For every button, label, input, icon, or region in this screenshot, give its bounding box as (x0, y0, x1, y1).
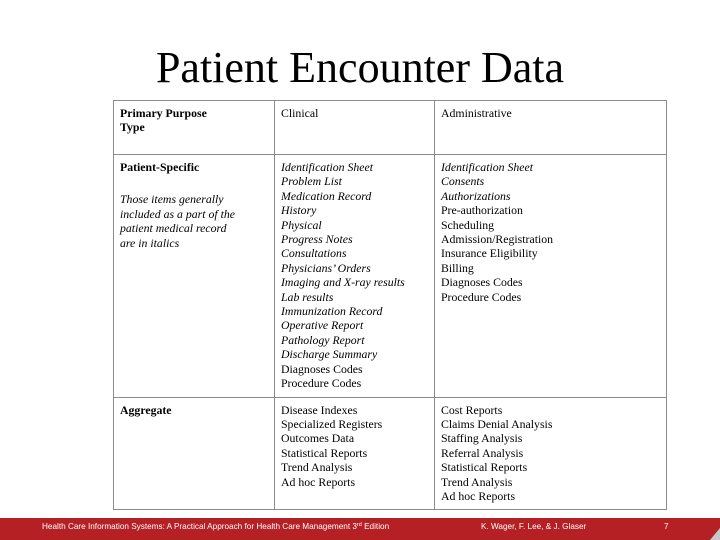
list-item: Progress Notes (281, 232, 353, 247)
aggregate-row (114, 397, 667, 510)
slide-corner-decoration (710, 528, 720, 540)
patient-specific-cell (114, 155, 275, 398)
list-item: Trend Analysis (441, 474, 513, 489)
list-item: Physicians’ Orders (281, 260, 371, 275)
list-item: Consents (441, 174, 485, 189)
footer-bar (0, 518, 720, 540)
header-administrative: Administrative (435, 101, 667, 155)
header-text-line: Primary Purpose (120, 106, 207, 120)
patient-specific-admin-cell (435, 155, 667, 398)
aggregate-admin-cell (435, 397, 667, 510)
list-item: Staffing Analysis (441, 431, 523, 446)
list-item: Operative Report (281, 318, 364, 333)
list-item: Outcomes Data (281, 431, 355, 446)
list-item: Diagnoses Codes (281, 361, 363, 376)
list-item: Trend Analysis (281, 460, 353, 475)
list-item: Statistical Reports (441, 460, 528, 475)
list-item: Referral Analysis (441, 445, 524, 460)
footer-source (42, 522, 389, 531)
list-item: Procedure Codes (441, 289, 522, 304)
encounter-data-table (113, 100, 667, 510)
header-clinical: Clinical (275, 101, 435, 155)
slide-title: Patient Encounter Data (155, 43, 565, 92)
list-item: Consultations (281, 246, 347, 261)
list-item: Identification Sheet (441, 160, 534, 174)
footer-authors: K. Wager, F. Lee, & J. Glaser (481, 522, 587, 531)
list-item: patient medical record (120, 221, 227, 236)
list-item: Diagnoses Codes (441, 275, 523, 290)
list-item: Those items generally (120, 192, 224, 207)
list-item: Cost Reports (441, 402, 503, 417)
list-item: Medication Record (281, 188, 372, 203)
list-item: Claims Denial Analysis (441, 416, 553, 431)
list-item: Authorizations (441, 188, 511, 203)
footer-source-edition: Edition (361, 522, 390, 531)
list-item: Scheduling (441, 217, 495, 232)
list-item: Physical (281, 217, 322, 232)
list-item: Imaging and X-ray results (281, 275, 405, 290)
list-item: Pre-authorization (441, 203, 523, 218)
list-item: Ad hoc Reports (281, 474, 356, 489)
patient-specific-row (114, 155, 667, 398)
aggregate-label: Aggregate (114, 397, 275, 510)
list-item: Procedure Codes (281, 376, 362, 391)
italics-note (120, 192, 268, 250)
footer-source-title: Health Care Information Systems: A Practical Approach for Health Care Management 3 (42, 522, 357, 531)
list-item: Immunization Record (281, 304, 383, 319)
list-item: Discharge Summary (281, 347, 378, 362)
patient-specific-clinical-cell (275, 155, 435, 398)
table-header-row (114, 101, 667, 155)
list-item: History (281, 203, 317, 218)
list-item: Problem List (281, 174, 342, 189)
list-item: Identification Sheet (281, 160, 374, 174)
list-item: are in italics (120, 235, 180, 250)
list-item: Billing (441, 260, 474, 275)
list-item: Lab results (281, 289, 334, 304)
list-item: Admission/Registration (441, 232, 554, 247)
list-item: Insurance Eligibility (441, 246, 538, 261)
list-item: included as a part of the (120, 206, 236, 221)
header-text-line: Type (120, 120, 145, 135)
list-item: Statistical Reports (281, 445, 368, 460)
patient-specific-label: Patient-Specific (120, 160, 200, 174)
list-item: Ad hoc Reports (441, 488, 516, 503)
list-item: Pathology Report (281, 332, 365, 347)
footer-source-sup: rd (356, 522, 362, 528)
header-primary-purpose-type (114, 101, 275, 155)
list-item: Disease Indexes (281, 402, 358, 417)
page-number: 7 (664, 522, 669, 531)
aggregate-clinical-cell (275, 397, 435, 510)
list-item: Specialized Registers (281, 416, 383, 431)
